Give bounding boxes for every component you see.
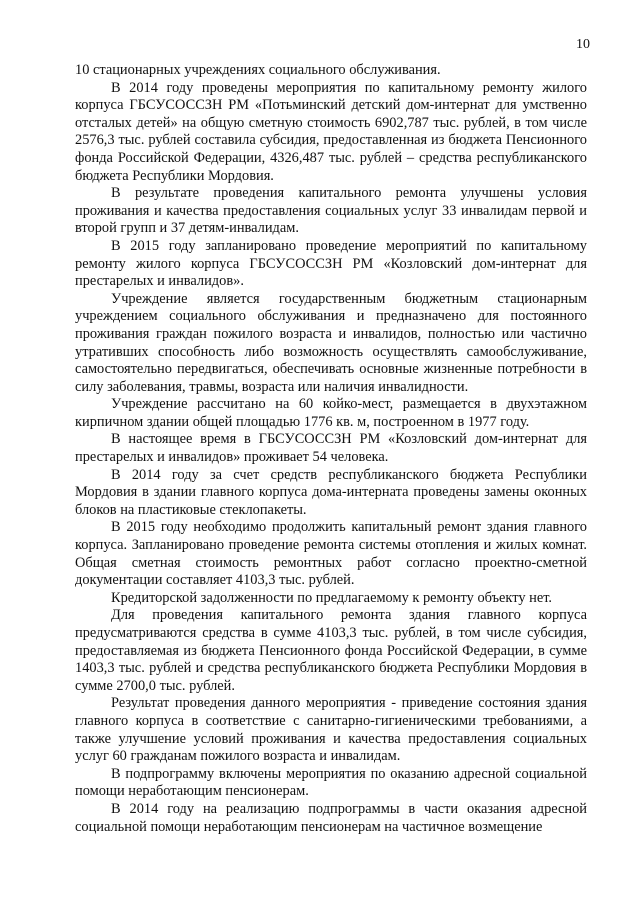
document-body bbox=[75, 62, 587, 836]
paragraph: В 2015 году запланировано проведение мероприятий по капитальному ремонту жилого корпуса ГБСУСОССЗН РМ «Козловский дом-интернат для престарелых и инвалидов». bbox=[75, 237, 587, 290]
paragraph: В 2014 году за счет средств республиканского бюджета Республики Мордовия в здании главного корпуса дома-интерната проведены замены оконных блоков на пластиковые стеклопакеты. bbox=[75, 466, 587, 518]
paragraph: В 2014 году на реализацию подпрограммы в части оказания адресной социальной помощи неработающим пенсионерам на частичное возмещение bbox=[75, 800, 587, 835]
paragraph: В подпрограмму включены мероприятия по оказанию адресной социальной помощи неработающим пенсионерам. bbox=[75, 765, 587, 800]
paragraph: В настоящее время в ГБСУСОССЗН РМ «Козловский дом-интернат для престарелых и инвалидов» проживает 54 человека. bbox=[75, 431, 587, 466]
paragraph: 10 стационарных учреждениях социального обслуживания. bbox=[75, 62, 441, 78]
paragraph: Для проведения капитального ремонта здания главного корпуса предусматриваются средства в сумме 4103,3 тыс. рублей, в том числе субсидия, предоставляемая из бюджета Пенсионного фонда Российской Федерации, в сумме 1403,3 тыс. рублей и средства республиканского бюджета Республики Мордовия в сумме 2700,0 тыс. рублей. bbox=[75, 607, 587, 694]
paragraph: В 2014 году проведены мероприятия по капитальному ремонту жилого корпуса ГБСУСОССЗН РМ «Потьминский детский дом-интернат для умственно отсталых детей» на общую сметную стоимость 6902,787 тыс. рублей, в том числе 2576,3 тыс. рублей составила субсидия, предоставленная из бюджета Пенсионного фонда Российской Федерации, 4326,487 тыс. рублей – средства республиканского бюджета Республики Мордовия. bbox=[75, 79, 587, 184]
paragraph: В результате проведения капитального ремонта улучшены условия проживания и качества предоставления социальных услуг 33 инвалидам первой и второй групп и 37 детям-инвалидам. bbox=[75, 185, 587, 237]
paragraph: Учреждение рассчитано на 60 койко-мест, размещается в двухэтажном кирпичном здании общей площадью 1776 кв. м, построенном в 1977 году. bbox=[75, 396, 587, 430]
paragraph: В 2015 году необходимо продолжить капитальный ремонт здания главного корпуса. Запланировано проведение ремонта системы отопления и жилых комнат. Общая сметная стоимость ремонтных работ согласно проектно-сметной документации составляет 4103,3 тыс. рублей. bbox=[75, 519, 587, 589]
page-number: 10 bbox=[576, 37, 590, 52]
paragraph: Кредиторской задолженности по предлагаемому к ремонту объекту нет. bbox=[111, 589, 553, 606]
paragraph: Результат проведения данного мероприятия - приведение состояния здания главного корпуса в соответствие с санитарно-гигиеническими требованиями, а также улучшение условий проживания и качества предоставления социальных услуг 60 гражданам пожилого возраста и инвалидам. bbox=[75, 695, 587, 765]
paragraph: Учреждение является государственным бюджетным стационарным учреждением социального обслуживания и предназначено для постоянного проживания граждан пожилого возраста и инвалидов, полностью или частично утративших способность либо возможность осуществлять самообслуживание, самостоятельно передвигаться, обеспечивать основные жизненные потребности в силу заболевания, травмы, возраста или наличия инвалидности. bbox=[75, 290, 587, 395]
